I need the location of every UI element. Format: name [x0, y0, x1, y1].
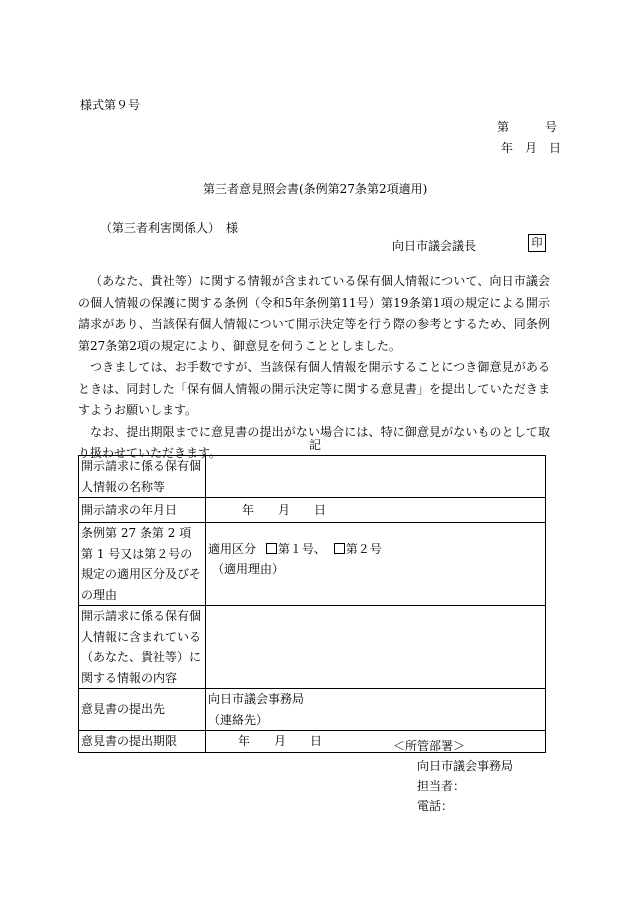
body-paragraph: つきましては、お手数ですが、当該保有個人情報を開示することにつき御意見があるときは、同封した「保有個人情報の開示決定等に関する意見書」を提出していただきますようお願いします。 — [78, 360, 550, 417]
row-label-info-name: 開示請求に係る保有個人情報の名称等 — [79, 456, 206, 498]
form-number: 様式第９号 — [80, 98, 141, 112]
row-label-application-class: 条例第 27 条第 2 項第 1 号又は第２号の規定の適用区分及びその理由 — [79, 523, 206, 606]
row-value-submission-destination — [206, 689, 546, 731]
checkbox-icon[interactable] — [266, 543, 277, 554]
body-paragraph: （あなた、貴社等）に関する情報が含まれている保有個人情報について、向日市議会の個人情報の保護に関する条例（令和5年条例第11号）第19条第1項の規定による開示請求があり、当該保有個人情報について開示決定等を行う際の参考とするため、同条例第27条第2項の規定により、御意見を伺うこととしました。 — [78, 274, 550, 353]
option-2[interactable] — [334, 542, 382, 556]
application-reason: （適用理由） — [212, 562, 285, 576]
department-office: 向日市議会事務局 — [417, 759, 514, 773]
row-value-application-class — [206, 523, 546, 606]
row-label-submission-destination: 意見書の提出先 — [79, 689, 206, 731]
row-value-info-name — [206, 456, 546, 498]
department-person: 担当者： — [417, 779, 466, 793]
seal-stamp: 印 — [528, 234, 546, 252]
application-class-label: 適用区分 — [208, 541, 257, 556]
department-phone: 電話： — [417, 799, 454, 813]
sender-name: 向日市議会議長 — [392, 239, 477, 253]
submission-office: 向日市議会事務局 — [208, 692, 305, 706]
row-label-info-content: 開示請求に係る保有個人情報に含まれている（あなた、貴社等）に関する情報の内容 — [79, 606, 206, 689]
document-title: 第三者意見照会書(条例第27条第2項適用) — [203, 182, 428, 196]
option-2-label: 第２号 — [345, 541, 382, 556]
submission-contact: （連絡先） — [208, 712, 269, 727]
table-row — [79, 731, 546, 753]
date-line: 年 月 日 — [501, 141, 562, 155]
checkbox-icon[interactable] — [334, 543, 345, 554]
table-row — [79, 498, 546, 523]
option-1-label: 第１号、 — [277, 541, 326, 556]
row-label-request-date: 開示請求の年月日 — [79, 498, 206, 523]
ki-heading: 記 — [309, 438, 322, 452]
application-class-options — [208, 539, 543, 560]
table-row — [79, 456, 546, 498]
row-value-request-date — [206, 498, 546, 523]
body-paragraph: なお、提出期限までに意見書の提出がない場合には、特に御意見がないものとして取り扱わせていただきます。 — [78, 424, 550, 460]
row-label-submission-deadline: 意見書の提出期限 — [79, 731, 206, 753]
document-number-label: 第 号 — [497, 120, 558, 134]
row-value-info-content — [206, 606, 546, 689]
request-date-value: 年 月 日 — [242, 502, 327, 517]
table-row — [79, 523, 546, 606]
table-row — [79, 606, 546, 689]
deadline-value: 年 月 日 — [238, 734, 323, 749]
row-value-submission-deadline — [206, 731, 546, 753]
table-row — [79, 689, 546, 731]
info-table — [78, 455, 546, 753]
department-heading: ＜所管部署＞ — [393, 739, 466, 753]
addressee: （第三者利害関係人） 様 — [100, 221, 239, 235]
option-1[interactable] — [266, 542, 326, 556]
